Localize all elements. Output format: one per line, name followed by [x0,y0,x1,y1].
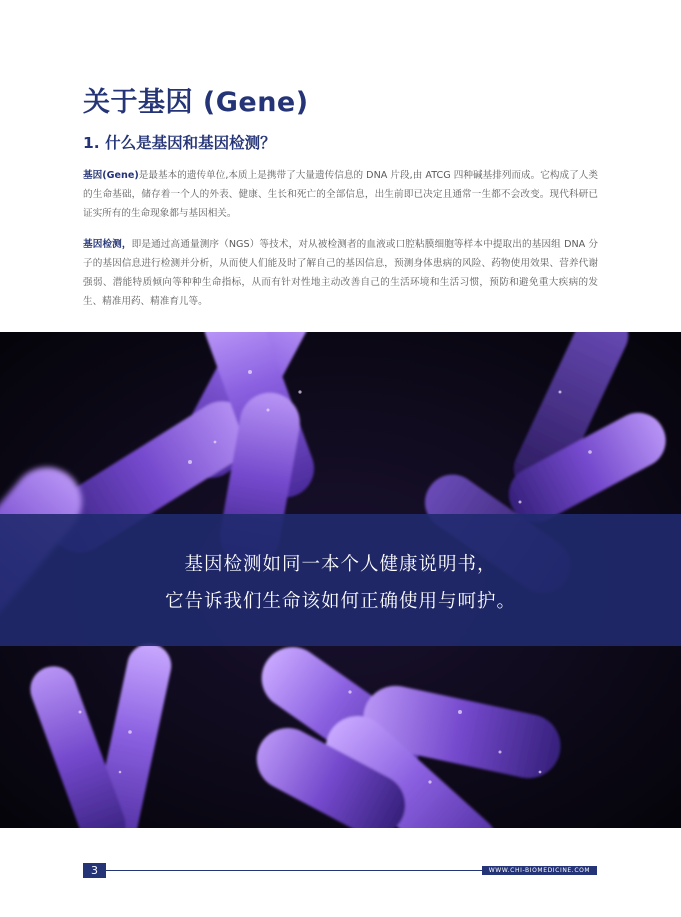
gene-definition-text: 是最基本的遗传单位,本质上是携带了大量遗传信息的 DNA 片段,由 ATCG 四种碱基排列而成。它构成了人类的生命基础，储存着一个人的外表、健康、生长和死亡的全部信息，出生前即已决定且通常一生都不会改变。现代科研已证实所有的生命现象都与基因相关。 [83,170,598,219]
gene-term: 基因(Gene) [83,170,139,181]
gene-testing-text: 即是通过高通量测序（NGS）等技术，对从被检测者的血液或口腔粘膜细胞等样本中提取出的基因组 DNA 分子的基因信息进行检测并分析，从而使人们能及时了解自己的基因信息，预测身体患病的风险、药物使用效果、营养代谢强弱、潜能特质倾向等种种生命指标，从而有针对性地主动改善自己的生活环境和生活习惯，预防和避免重大疾病的发生、精准用药、精准育儿等。 [83,239,598,307]
quote-line-2: 它告诉我们生命该如何正确使用与呵护。 [164,591,516,612]
gene-definition-paragraph [83,166,598,223]
page-number: 3 [83,863,106,878]
gene-testing-term: 基因检测， [83,239,132,250]
footer-website-url: WWW.CHI-BIOMEDICINE.COM [482,866,597,875]
section-heading: 1. 什么是基因和基因检测？ [83,134,276,152]
footer-divider [106,870,482,871]
quote-banner [0,514,681,646]
quote-line-1: 基因检测如同一本个人健康说明书， [184,554,497,575]
gene-testing-paragraph [83,235,598,311]
page-title: 关于基因 (Gene) [83,87,309,118]
